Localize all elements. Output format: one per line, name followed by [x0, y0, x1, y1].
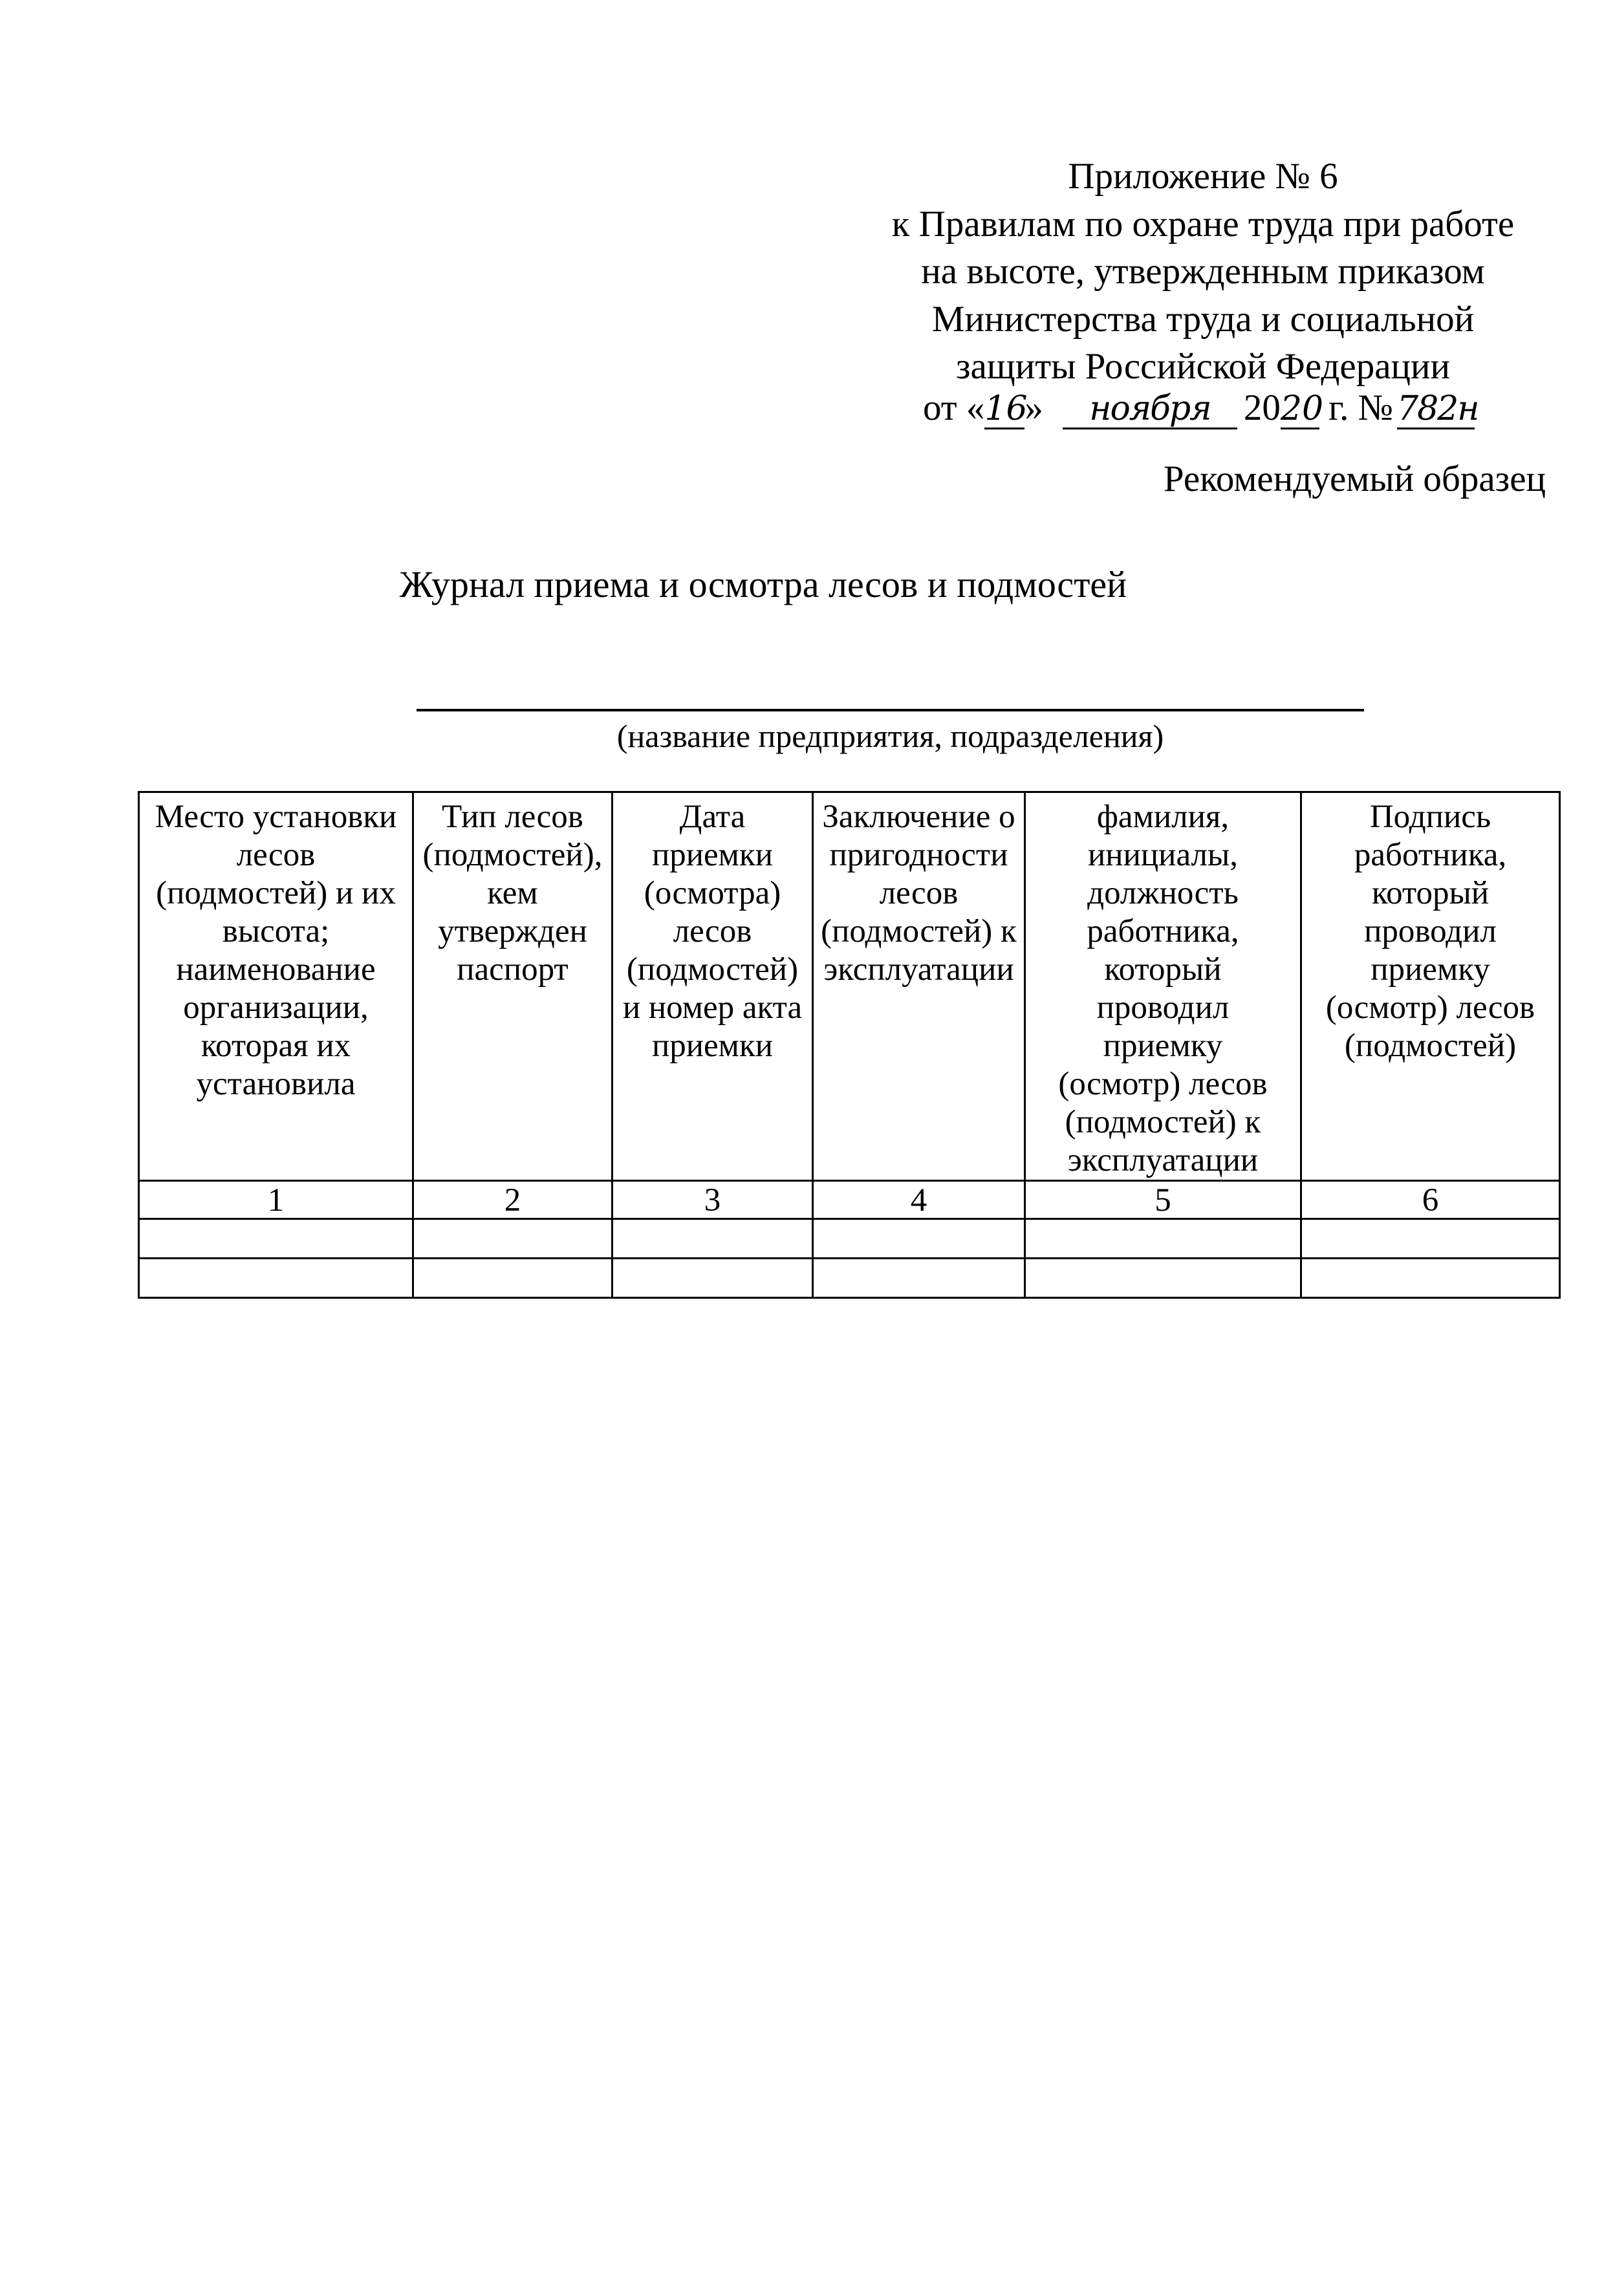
empty-cell[interactable]	[413, 1219, 612, 1259]
header-cell-date	[612, 792, 813, 1181]
header-cell-type	[413, 792, 612, 1181]
empty-cell[interactable]	[1025, 1259, 1301, 1298]
handwritten-order-number: 782н	[1397, 389, 1479, 428]
column-number: 1	[139, 1181, 413, 1219]
header-text-line: (осмотр) лесов	[1325, 990, 1535, 1026]
header-text-line: (осмотра)	[644, 875, 781, 911]
handwritten-year-suffix: 20	[1280, 389, 1324, 428]
table-row	[139, 1219, 1560, 1259]
column-number: 2	[413, 1181, 612, 1219]
appendix-header	[841, 153, 1565, 391]
appendix-line: к Правилам по охране труда при работе	[891, 203, 1515, 244]
column-number: 4	[813, 1181, 1025, 1219]
header-text-line: должность	[1087, 875, 1239, 911]
header-text-line: пригодности	[829, 837, 1008, 873]
header-text-line: приемку	[1103, 1028, 1223, 1064]
header-text-line: (осмотр) лесов	[1058, 1066, 1268, 1102]
header-text-line: лесов	[236, 837, 316, 873]
header-text-line: (подмостей) к	[1065, 1104, 1261, 1140]
header-text-line: организации,	[183, 990, 369, 1026]
table-header-row	[139, 792, 1560, 1181]
empty-cell[interactable]	[612, 1219, 813, 1259]
header-text-line: работника,	[1087, 913, 1239, 949]
header-text-line: приемки	[651, 1028, 774, 1064]
empty-cell[interactable]	[813, 1259, 1025, 1298]
header-text-line: Тип лесов	[442, 799, 583, 835]
column-number: 6	[1301, 1181, 1560, 1219]
header-text-line: высота;	[222, 913, 330, 949]
column-numbers-row	[139, 1181, 1560, 1219]
header-text-line: инициалы,	[1087, 837, 1238, 873]
page-title: Журнал приема и осмотра лесов и подмостей	[399, 563, 1127, 605]
header-text-line: лесов	[879, 875, 959, 911]
header-text-line: эксплуатации	[823, 951, 1014, 988]
header-text-line: который	[1104, 951, 1222, 988]
empty-cell[interactable]	[139, 1219, 413, 1259]
appendix-line: Министерства труда и социальной	[931, 298, 1475, 340]
appendix-line: на высоте, утвержденным приказом	[921, 251, 1485, 292]
header-text-line: приемки	[651, 837, 774, 873]
header-text-line: Место установки	[155, 799, 397, 835]
header-text-line: которая их	[200, 1028, 351, 1064]
header-text-line: (подмостей)	[1344, 1028, 1517, 1064]
header-text-line: кем	[487, 875, 538, 911]
header-cell-location	[139, 792, 413, 1181]
empty-cell[interactable]	[413, 1259, 612, 1298]
journal-table	[138, 791, 1561, 1299]
header-text-line: фамилия,	[1096, 799, 1230, 835]
organization-caption: (название предприятия, подразделения)	[616, 718, 1164, 754]
empty-cell[interactable]	[612, 1259, 813, 1298]
header-text-line: Подпись	[1369, 799, 1491, 835]
header-cell-conclusion	[813, 792, 1025, 1181]
header-text-line: проводил	[1096, 990, 1230, 1026]
header-text-line: который	[1371, 875, 1490, 911]
header-text-line: эксплуатации	[1067, 1142, 1259, 1178]
recommended-sample-label: Рекомендуемый образец	[1163, 459, 1546, 499]
header-cell-inspector	[1025, 792, 1301, 1181]
header-text-line: (подмостей)	[626, 951, 799, 988]
header-text-line: (подмостей) и их	[156, 875, 396, 911]
header-text-line: (подмостей) к	[821, 913, 1017, 949]
empty-cell[interactable]	[1301, 1219, 1560, 1259]
header-text-line: Дата	[679, 799, 746, 835]
header-text-line: (подмостей),	[422, 837, 603, 873]
header-cell-signature	[1301, 792, 1560, 1181]
organization-name-line	[417, 709, 1364, 711]
header-text-line: проводил	[1364, 913, 1497, 949]
year-label: г. №	[1319, 387, 1394, 428]
empty-cell[interactable]	[1301, 1259, 1560, 1298]
header-text-line: наименование	[176, 951, 376, 988]
empty-cell[interactable]	[139, 1259, 413, 1298]
handwritten-day: 16	[984, 389, 1028, 428]
date-prefix: от «	[923, 387, 985, 428]
header-text-line: лесов	[673, 913, 752, 949]
header-text-line: паспорт	[457, 951, 569, 988]
handwritten-month: ноября	[1063, 390, 1237, 429]
header-text-line: установила	[196, 1066, 356, 1102]
header-text-line: утвержден	[438, 913, 587, 949]
appendix-line: защиты Российской Федерации	[955, 346, 1451, 387]
empty-cell[interactable]	[1025, 1219, 1301, 1259]
order-date-line	[923, 385, 1479, 431]
column-number: 5	[1025, 1181, 1301, 1219]
header-text-line: Заключение о	[822, 799, 1015, 835]
column-number: 3	[612, 1181, 813, 1219]
header-text-line: приемку	[1371, 951, 1490, 988]
table-row	[139, 1259, 1560, 1298]
appendix-line: Приложение № 6	[1068, 156, 1338, 197]
header-text-line: и номер акта	[622, 990, 803, 1026]
empty-cell[interactable]	[813, 1219, 1025, 1259]
header-text-line: работника,	[1354, 837, 1507, 873]
year-prefix: 20	[1243, 387, 1281, 428]
date-quote-close: »	[1024, 387, 1043, 428]
